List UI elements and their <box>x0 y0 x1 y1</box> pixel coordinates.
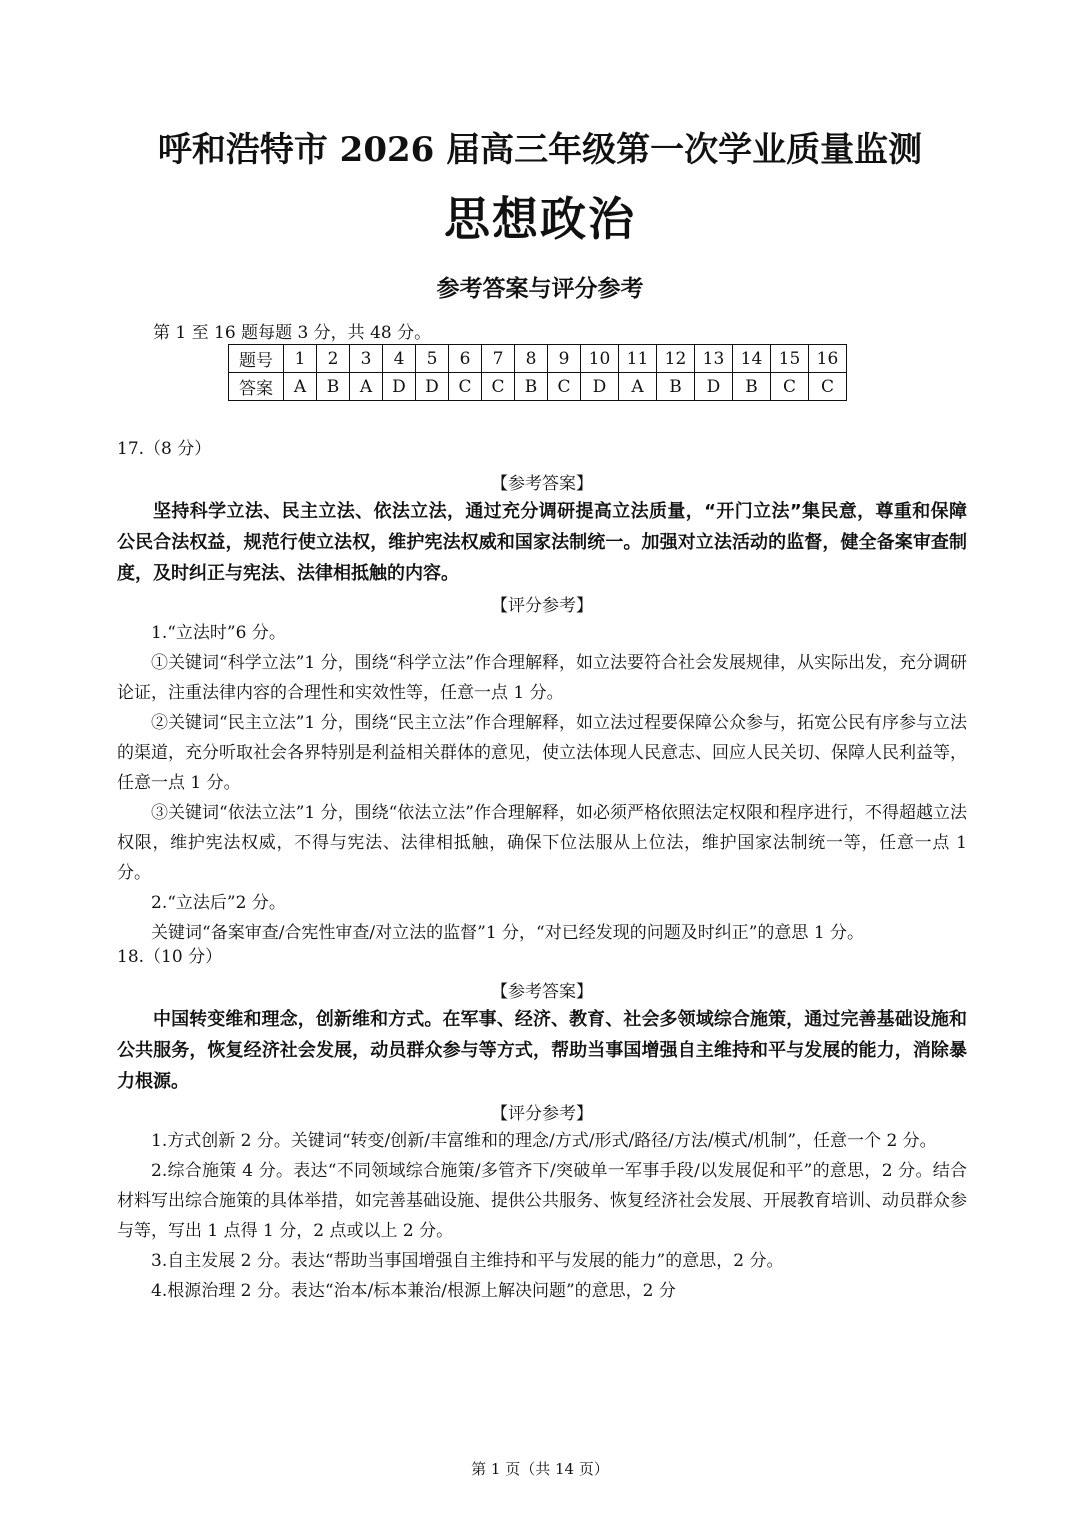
answer-cell: B <box>657 373 695 401</box>
q18-heading: 18.（10 分） <box>117 947 223 967</box>
q18-score-label: 【评分参考】 <box>491 1104 593 1124</box>
q18-score-item: 2.综合施策 4 分。表达“不同领域综合施策/多管齐下/突破单一军事手段/以发展促和平”的意思，2 分。结合材料写出综合施策的具体举措，如完善基础设施、提供公共服务、恢复经济社会发展、开展教育培训、动员群众参与等，写出 1 点得 1 分，2 点或以上 2 分。 <box>117 1161 967 1241</box>
q17-score-item: 1.“立法时”6 分。 <box>151 623 286 643</box>
row-label-question: 题号 <box>229 345 284 373</box>
q17-answer: 坚持科学立法、民主立法、依法立法，通过充分调研提高立法质量，“开门立法”集民意，尊重和保障公民合法权益，规范行使立法权，维护宪法权威和国家法制统一。加强对立法活动的监督，健全备案审查制度，及时纠正与宪法、法律相抵触的内容。 <box>117 501 967 584</box>
answer-cell: A <box>284 373 317 401</box>
answer-cell: C <box>809 373 847 401</box>
question-number: 12 <box>657 345 695 373</box>
q17-section <box>117 434 967 948</box>
q18-score-item: 4.根源治理 2 分。表达“治本/标本兼治/根源上解决问题”的意思，2 分 <box>151 1281 676 1301</box>
table-row-answers <box>229 373 847 401</box>
question-number: 3 <box>350 345 383 373</box>
question-number: 2 <box>317 345 350 373</box>
answer-cell: D <box>695 373 733 401</box>
q18-section <box>117 942 967 1306</box>
answer-cell: D <box>581 373 619 401</box>
question-number: 16 <box>809 345 847 373</box>
answer-cell: B <box>733 373 771 401</box>
page-footer: 第 1 页（共 14 页） <box>471 1460 609 1478</box>
q17-score-item: ③关键词“依法立法”1 分，围绕“依法立法”作合理解释，如必须严格依照法定权限和程序进行，不得超越立法权限，维护宪法权威，不得与宪法、法律相抵触，确保下位法服从上位法，维护国家法制统一等，任意一点 1 分。 <box>117 803 967 883</box>
question-number: 7 <box>482 345 515 373</box>
q18-score-item: 3.自主发展 2 分。表达“帮助当事国增强自主维持和平与发展的能力”的意思，2 分。 <box>151 1251 784 1271</box>
q17-score-label: 【评分参考】 <box>491 596 593 616</box>
answer-cell: D <box>416 373 449 401</box>
question-number: 8 <box>515 345 548 373</box>
answer-cell: C <box>771 373 809 401</box>
question-number: 14 <box>733 345 771 373</box>
question-number: 13 <box>695 345 733 373</box>
answer-cell: C <box>548 373 581 401</box>
question-number: 15 <box>771 345 809 373</box>
row-label-answer: 答案 <box>229 373 284 401</box>
question-number: 1 <box>284 345 317 373</box>
q18-ref-label: 【参考答案】 <box>491 982 593 1002</box>
question-number: 4 <box>383 345 416 373</box>
answer-cell: C <box>482 373 515 401</box>
subject-title: 思想政治 <box>444 192 636 246</box>
table-row-numbers <box>229 345 847 373</box>
q17-ref-label: 【参考答案】 <box>491 474 593 494</box>
answer-cell: A <box>619 373 657 401</box>
answer-cell: B <box>317 373 350 401</box>
q18-score-item: 1.方式创新 2 分。关键词“转变/创新/丰富维和的理念/方式/形式/路径/方法/模式/机制”，任意一个 2 分。 <box>151 1131 937 1151</box>
answer-cell: D <box>383 373 416 401</box>
answer-key-subtitle: 参考答案与评分参考 <box>436 276 644 302</box>
question-number: 10 <box>581 345 619 373</box>
question-number: 5 <box>416 345 449 373</box>
question-number: 11 <box>619 345 657 373</box>
mc-answer-table <box>228 344 847 401</box>
q17-score-item: 关键词“备案审查/合宪性审查/对立法的监督”1 分，“对已经发现的问题及时纠正”的意思 1 分。 <box>151 923 865 943</box>
q17-heading: 17.（8 分） <box>117 439 212 459</box>
answer-cell: B <box>515 373 548 401</box>
answer-cell: C <box>449 373 482 401</box>
q17-score-item: ①关键词“科学立法”1 分，围绕“科学立法”作合理解释，如立法要符合社会发展规律，从实际出发，充分调研论证，注重法律内容的合理性和实效性等，任意一点 1 分。 <box>117 653 967 703</box>
answer-cell: A <box>350 373 383 401</box>
q17-score-item: ②关键词“民主立法”1 分，围绕“民主立法”作合理解释，如立法过程要保障公众参与，拓宽公民有序参与立法的渠道，充分听取社会各界特别是利益相关群体的意见，使立法体现人民意志、回应人民关切、保障人民利益等，任意一点 1 分。 <box>117 713 967 793</box>
question-number: 6 <box>449 345 482 373</box>
mc-scoring-note: 第 1 至 16 题每题 3 分，共 48 分。 <box>153 323 432 343</box>
exam-title: 呼和浩特市 2026 届高三年级第一次学业质量监测 <box>157 130 923 170</box>
q17-score-item: 2.“立法后”2 分。 <box>151 893 286 913</box>
question-number: 9 <box>548 345 581 373</box>
q18-answer: 中国转变维和理念，创新维和方式。在军事、经济、教育、社会多领域综合施策，通过完善基础设施和公共服务，恢复经济社会发展，动员群众参与等方式，帮助当事国增强自主维持和平与发展的能力，消除暴力根源。 <box>117 1009 967 1092</box>
